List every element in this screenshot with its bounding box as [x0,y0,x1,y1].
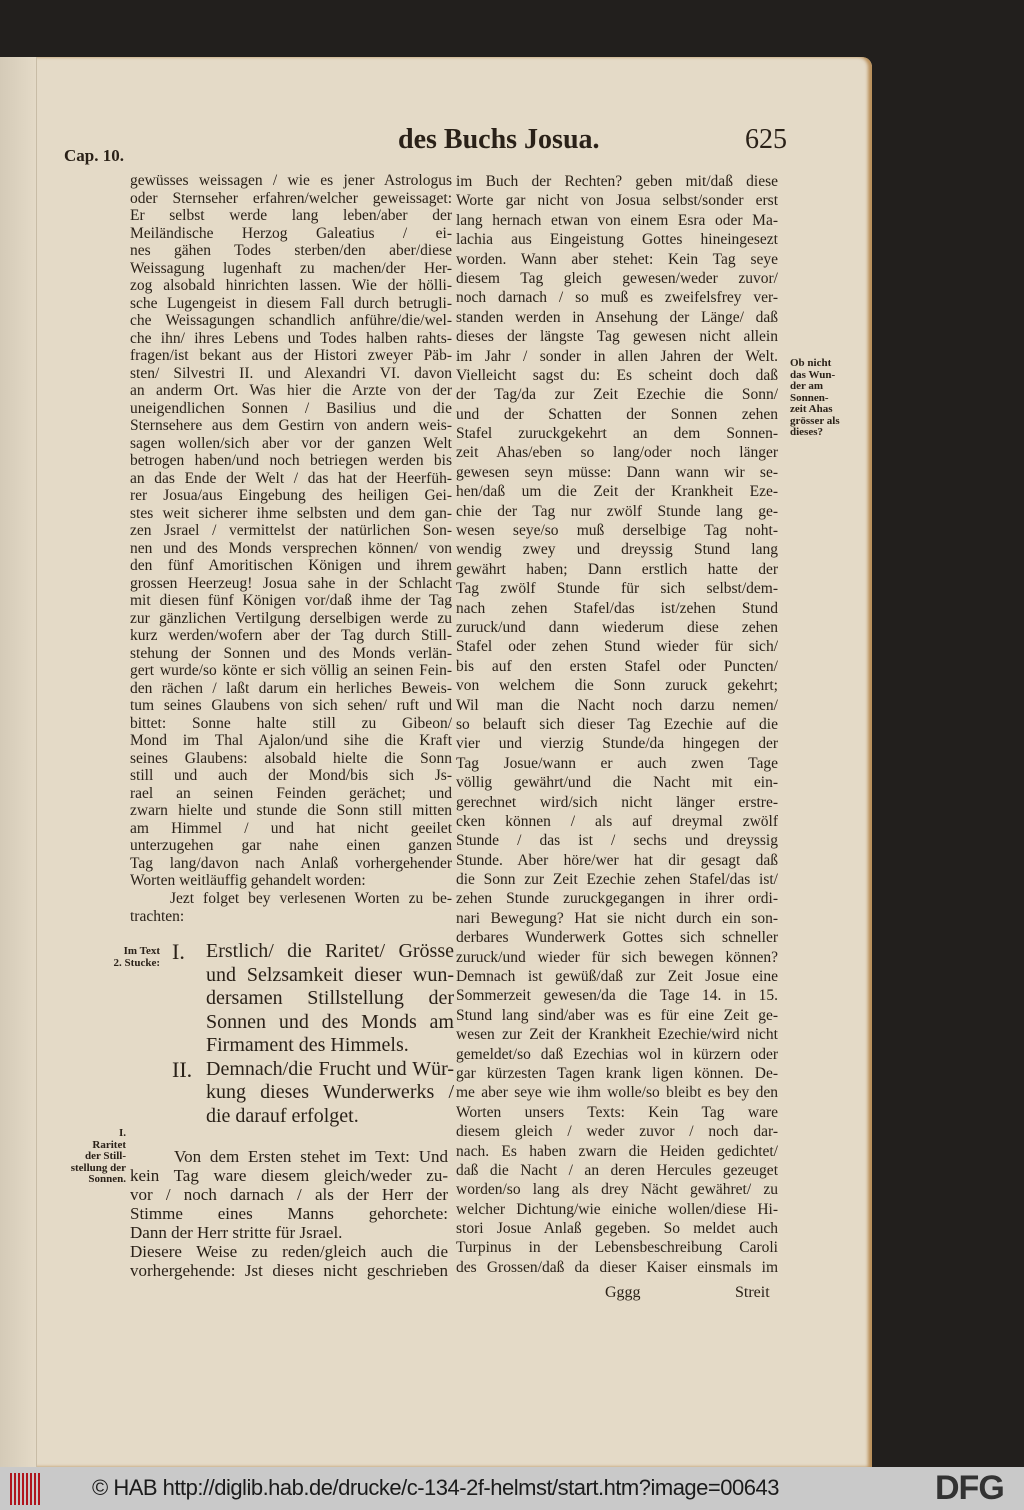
text-line: Sternsehere aus dem Gestirn von andern weis- [130,417,452,434]
text-line: Worte gar nicht von Josua selbst/sonder erst [456,192,778,210]
text-line: worden/so lang als drey Nächt gewähret/ zu [456,1181,778,1199]
text-line: kung dieses Wunderwerks / [206,1081,454,1103]
text-line: lachia aus Eingeistung Gottes hineingesezt [456,231,778,249]
right-column [456,172,778,1277]
text-line: zur gänzlichen Vertilgung derselbigen werde zu [130,609,452,627]
text-line: mit diesen fünf Königen vor/daß ihme der Tag [130,592,452,609]
text-line: an anderm Ort. Was hier die Arzte von der [130,382,452,399]
margin-note-line: Raritet [92,1138,126,1151]
text-line: stori Josue Anlaß gegeben. So meldet auch [456,1220,778,1238]
margin-note-line: Ob nicht [790,357,832,369]
text-line: wesen seye/so muß derselbige Tag noht- [456,522,778,540]
text-line: worden. Wann aber stehet: Kein Tag seye [456,250,778,268]
text-line: gar kürzesten Tagen krank ligen können. De- [456,1064,778,1082]
text-line: Sonnen und des Monds am [206,1010,454,1033]
margin-note-im-text [70,946,160,969]
text-line: vor / noch darnach / als der Herr der [130,1185,448,1204]
text-line: zuruck/und dann wiederum diese zehen [456,618,778,636]
text-line: lang hernach etwan von einem Esra oder Ma- [456,211,778,229]
text-line: völlig gewährt/und die Nacht mit ein- [456,774,778,792]
text-line: nen und des Monds versprechen können/ von [130,539,452,557]
text-line: am Himmel / und hat nicht geeilet [130,819,452,837]
point-numeral: I. [172,939,185,964]
text-line: zeit Ahas/eben so lang/oder noch länger [456,444,778,462]
text-line: zog alsobald hinrichten lassen. Wie der hölli- [130,277,452,294]
text-line: vorhergehende: Jst dieses nicht geschrieben [130,1261,448,1280]
left-column [130,172,452,890]
text-line: Vielleicht sagst du: Es scheint doch daß [456,366,778,384]
text-line: den fünf Amoritischen Königen und ihrem [130,557,452,574]
text-line: Dann der Herr stritte für Jsrael. [130,1223,343,1242]
text-line: Tag lang/davon nach Anlaß vorhergehender [130,854,452,872]
text-line: wesen zur Zeit der Krankheit Ezechie/wird nicht [456,1026,778,1044]
text-line: Stund lang sind/aber was es für eine Zeit ge- [456,1006,778,1024]
margin-note-line: Sonnen. [88,1173,126,1185]
text-line: gewährt haben; Dann erstlich hatte der [456,560,778,578]
margin-note-right [790,358,840,439]
text-line: me aber seye wie ihm wolle/so bleibt es bey den [456,1084,778,1102]
text-line: daß die Nacht / an deren Hercules gezeuget [456,1161,778,1179]
catchword: Streit [735,1284,770,1301]
text-line: still und auch der Mond/bis sich Js- [130,767,452,784]
text-line: standen werden in Ansehung der Länge/ daß [456,308,778,326]
text-line: sten/ Silvestri II. und Alexandri VI. davon [130,364,452,382]
text-line: zwarn hielte und stunde die Sonn still mitten [130,802,452,819]
text-line: stes weit sicherer ihme selbsten und dem gan- [130,504,452,522]
text-line: sche Lugengeist in diesem Fall durch betrugli- [130,294,452,312]
text-line: gewesen seyn müsse: Dann wann wir se- [456,463,778,481]
text-line: fragen/ist bekant aus der Histori zweyer Päb- [130,347,452,364]
page-gutter [0,57,37,1467]
text-line: die Sonn zur Zeit Ezechie zehen Stafel/das ist/ [456,871,778,889]
text-line: derbares Wunderwerk Gottes sich schneller [456,929,778,947]
sermon-points [172,940,454,1128]
text-line: Er selbst werde lang leben/aber der [130,207,452,224]
chapter-label: Cap. 10. [64,146,124,165]
margin-note-line: stellung der [70,1161,126,1174]
text-line: Tag zwölf Stunde für sich selbst/dem- [456,580,778,598]
text-line: che Weissagungen schandlich anführe/die/wel- [130,312,452,329]
text-line: Worten weitläuffig gehandelt worden: [130,872,366,889]
text-line: im Buch der Rechten? geben mit/daß diese [456,173,778,190]
text-line: seines Glaubens: alsobald hielte die Sonn [130,749,452,767]
text-line: Sommerzeit gewesen/da die Tage 14. in 15. [456,987,778,1005]
text-line: so belauft sich dieser Tag Ezechie auf die [456,715,778,733]
margin-note-line: I. [118,1127,126,1139]
text-line: rer Josua/aus Eingebung des heiligen Gei- [130,487,452,504]
text-line: Mond im Thal Ajalon/und sihe die Kraft [130,732,452,749]
text-line: dersamen Stillstellung der [206,987,454,1009]
sermon-point [172,940,454,1058]
text-line: bittet: Sonne halte still zu Gibeon/ [130,714,452,732]
margin-note-line: der Still- [84,1150,126,1162]
text-line: gewüsses weissagen / wie es jener Astrologus [130,172,452,189]
text-line: Wil man die Nacht noch darzu nemen/ [456,696,778,714]
text-line: vier und vierzig Stunde/da hingegen der [456,735,778,753]
text-line: diesem Tag gleich gewesen/weder zuvor/ [456,269,778,287]
text-line: diesem gleich / weder zuvor / noch dar- [456,1123,778,1141]
text-line: den rächen / laßt darum ein herliches Beweis- [130,679,452,697]
text-line: Stunde. Aber höre/wer hat dir gesagt daß [456,851,778,869]
text-line: Stafel zuruckgekehrt an dem Sonnen- [456,425,778,443]
margin-note-line: der am [790,380,824,392]
text-line: des Grossen/daß da dieser Kaiser einsmals im [456,1258,778,1276]
text-line: Jezt folget bey verlesenen Worten zu be- [170,890,452,907]
margin-note-line: dieses? [790,426,823,438]
text-line: kein Tag ware diesem gleich/weder zu- [130,1166,448,1185]
text-line: cken können / als auf dreymal zwölf [456,812,778,830]
text-line: Stimme eines Manns gehorchete: [130,1204,448,1223]
text-line: oder Sternseher erfahren/welcher geweissaget: [130,189,452,207]
hab-logo-icon [10,1473,40,1505]
text-line: wendig zwey und dreyssig Stund lang [456,541,778,559]
text-line: zuruck/und wieder für sich bewegen können? [456,948,778,966]
margin-note-line: das Wun- [790,368,836,381]
text-line: rael an seinen Feinden gerächet; und [130,784,452,802]
text-line: zehen Stunde zuruckgegangen in ihrer ordi- [456,890,778,908]
text-line: nes gähen Todes sterben/den aber/diese [130,242,452,259]
text-line: von welchem die Sonn zuruck gekehrt; [456,677,778,695]
text-line: zen Jsrael / vermittelst der natürlichen Son- [130,522,452,539]
text-line: die darauf erfolget. [206,1104,359,1127]
text-line: welcher Dichtung/wie einiche wollen/diese Hi- [456,1200,778,1218]
text-line: nach. Es haben zwarn die Heiden gedichtet/ [456,1142,778,1160]
text-line: hen/daß um die Zeit der Krankheit Eze- [456,483,778,501]
margin-note-line: Sonnen- [790,391,829,404]
text-line: Erstlich/ die Raritet/ Grösse [206,940,454,962]
text-line: Stafel oder zehen Stund wieder für sich/ [456,638,778,656]
text-line: Stunde / das ist / sechs und dreyssig [456,832,778,850]
text-line: stehung der Sonnen und des Monds verlän- [130,644,452,662]
text-line: Meiländische Herzog Galeatius / ei- [130,224,452,242]
text-line: kurz werden/wofern aber der Tag durch Still- [130,627,452,644]
text-line: noch darnach / so muß es zweifelsfrey ver- [456,289,778,307]
text-line: bis auf den ersten Stafel oder Puncten/ [456,657,778,675]
transition-text [130,890,452,926]
text-line: betrogen haben/und noch betriegen werden bis [130,452,452,469]
text-line: Von dem Ersten stehet im Text: Und [174,1147,448,1166]
margin-note-line: 2. Stucke: [113,956,160,969]
page-number: 625 [745,124,787,155]
text-line: chie der Tag nur zwölf Stunde lang ge- [456,502,778,520]
text-line: und der Schatten der Sonnen zehen [456,405,778,423]
text-line: Turpinus in der Lebensbeschreibung Caroli [456,1239,778,1257]
text-line: Demnach/die Frucht und Wür- [206,1057,454,1080]
source-link[interactable]: © HAB http://diglib.hab.de/drucke/c-134-2f-helmst/start.htm?image=00643 [92,1475,779,1500]
text-line: der Tag/da zur Zeit Ezechie die Sonn/ [456,386,778,404]
text-line: Tag Josue/wann er auch zwen Tage [456,754,778,772]
text-line: nach zehen Stafel/das ist/zehen Stund [456,599,778,617]
text-line: Diesere Weise zu reden/gleich auch die [130,1242,448,1261]
margin-note-line: Im Text [123,945,160,957]
margin-note-raritet [38,1128,126,1186]
point-numeral: II. [172,1056,193,1082]
text-line: gemeldet/so daß Ezechias wol in kürzern oder [456,1045,778,1063]
left-column-tail [130,1147,448,1280]
text-line: tum seines Glaubens von sich sehen/ ruft und [130,697,452,714]
text-line: an das Ende der Welt / das hat der Heerfüh- [130,469,452,487]
text-line: dieses der längste Tag gewesen nicht allein [456,328,778,346]
text-line: Firmament des Himmels. [206,1034,409,1056]
text-line: Worten unsers Texts: Kein Tag ware [456,1103,778,1121]
text-line: uneigendlichen Sonnen / Basilius und die [130,399,452,417]
text-line: Weissagung lugenhaft zu machen/der Her- [130,259,452,277]
margin-note-line: zeit Ahas [790,403,833,415]
dfg-logo: DFG [935,1469,1004,1507]
text-line: im Jahr / sonder in allen Jahren der Welt. [456,347,778,365]
text-line: und Selzsamkeit dieser wun- [206,963,454,986]
sermon-point [172,1058,454,1129]
text-line: gert wurde/so könte er sich völlig an seinen Fein- [130,662,452,679]
text-line: grossen Heerzeug! Josua sahe in der Schlacht [130,574,452,592]
margin-note-line: grösser als [790,414,840,427]
text-line: nari Bewegung? Hat sie nicht durch ein son- [456,909,778,927]
footer-bar [0,1467,1024,1510]
text-line: Demnach ist gewüß/daß zur Zeit Josue eine [456,968,778,986]
text-line: sagen wollen/sich aber vor der ganzen Welt [130,434,452,452]
text-line: che ihn/ ihres Lebens und Todes halben rahts- [130,329,452,347]
text-line: trachten: [130,908,185,925]
running-title: des Buchs Josua. [398,124,600,155]
text-line: gerechnet wird/sich nicht länger erstre- [456,793,778,811]
text-line: unterzugehen gar nahe einen ganzen [130,837,452,854]
signature-mark: Gggg [605,1284,641,1301]
